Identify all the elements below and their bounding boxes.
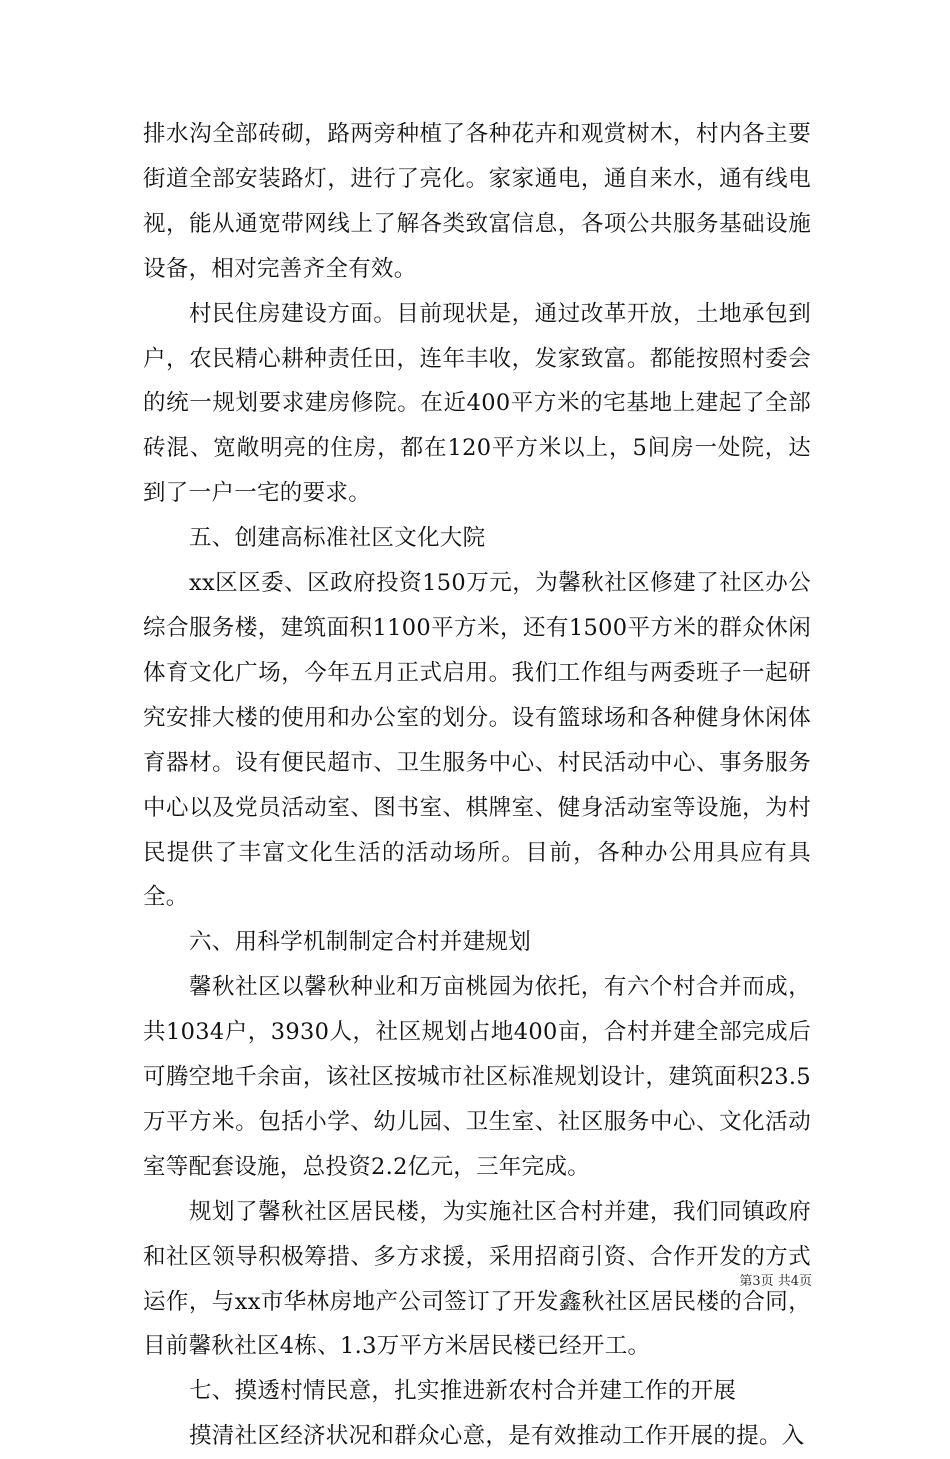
paragraph-community-plan: 馨秋社区以馨秋种业和万亩桃园为依托，有六个村合并而成，共1034户，3930人，社区规划占地400亩，合村并建全部完成后可腾空地千余亩，该社区按城市社区标准规划设计，建筑面积23.5万平方米。包括小学、幼儿园、卫生室、社区服务中心、文化活动室等配套设施，总投资2.2亿元，三年完成。 <box>143 974 811 1180</box>
page-number-footer: 第3页 共4页 <box>739 1274 812 1289</box>
section-heading-seven: 七、摸透村情民意，扎实推进新农村合并建工作的开展 <box>189 1378 737 1405</box>
section-heading-five: 五、创建高标准社区文化大院 <box>189 525 486 552</box>
paragraph-survey: 摸清社区经济状况和群众心意，是有效推动工作开展的提。入 <box>189 1423 805 1450</box>
paragraph-residential-buildings: 规划了馨秋社区居民楼，为实施社区合村并建，我们同镇政府和社区领导积极筹措、多方求援，采用招商引资、合作开发的方式运作，与xx市华林房地产公司签订了开发鑫秋社区居民楼的合同，目前馨秋社区4栋、1.3万平方米居民楼已经开工。 <box>143 1198 811 1360</box>
paragraph-housing: 村民住房建设方面。目前现状是，通过改革开放，土地承包到户，农民精心耕种责任田，连年丰收，发家致富。都能按照村委会的统一规划要求建房修院。在近400平方米的宅基地上建起了全部砖混、宽敞明亮的住房，都在120平方米以上，5间房一处院，达到了一户一宅的要求。 <box>143 300 811 507</box>
paragraph-culture-center: xx区区委、区政府投资150万元，为馨秋社区修建了社区办公综合服务楼，建筑面积1100平方米，还有1500平方米的群众休闲体育文化广场，今年五月正式启用。我们工作组与两委班子一起研究安排大楼的使用和办公室的划分。设有篮球场和各种健身休闲体育器材。设有便民超市、卫生服务中心、村民活动中心、事务服务中心以及党员活动室、图书室、棋牌室、健身活动室等设施，为村民提供了丰富文化生活的活动场所。目前，各种办公用具应有具全。 <box>143 570 811 911</box>
section-heading-six: 六、用科学机制制定合村并建规划 <box>189 929 532 956</box>
document-body <box>143 112 811 1459</box>
paragraph-drainage: 排水沟全部砖砌，路两旁种植了各种花卉和观赏树木，村内各主要街道全部安装路灯，进行了亮化。家家通电，通自来水，通有线电视，能从通宽带网线上了解各类致富信息，各项公共服务基础设施设备，相对完善齐全有效。 <box>143 121 811 282</box>
